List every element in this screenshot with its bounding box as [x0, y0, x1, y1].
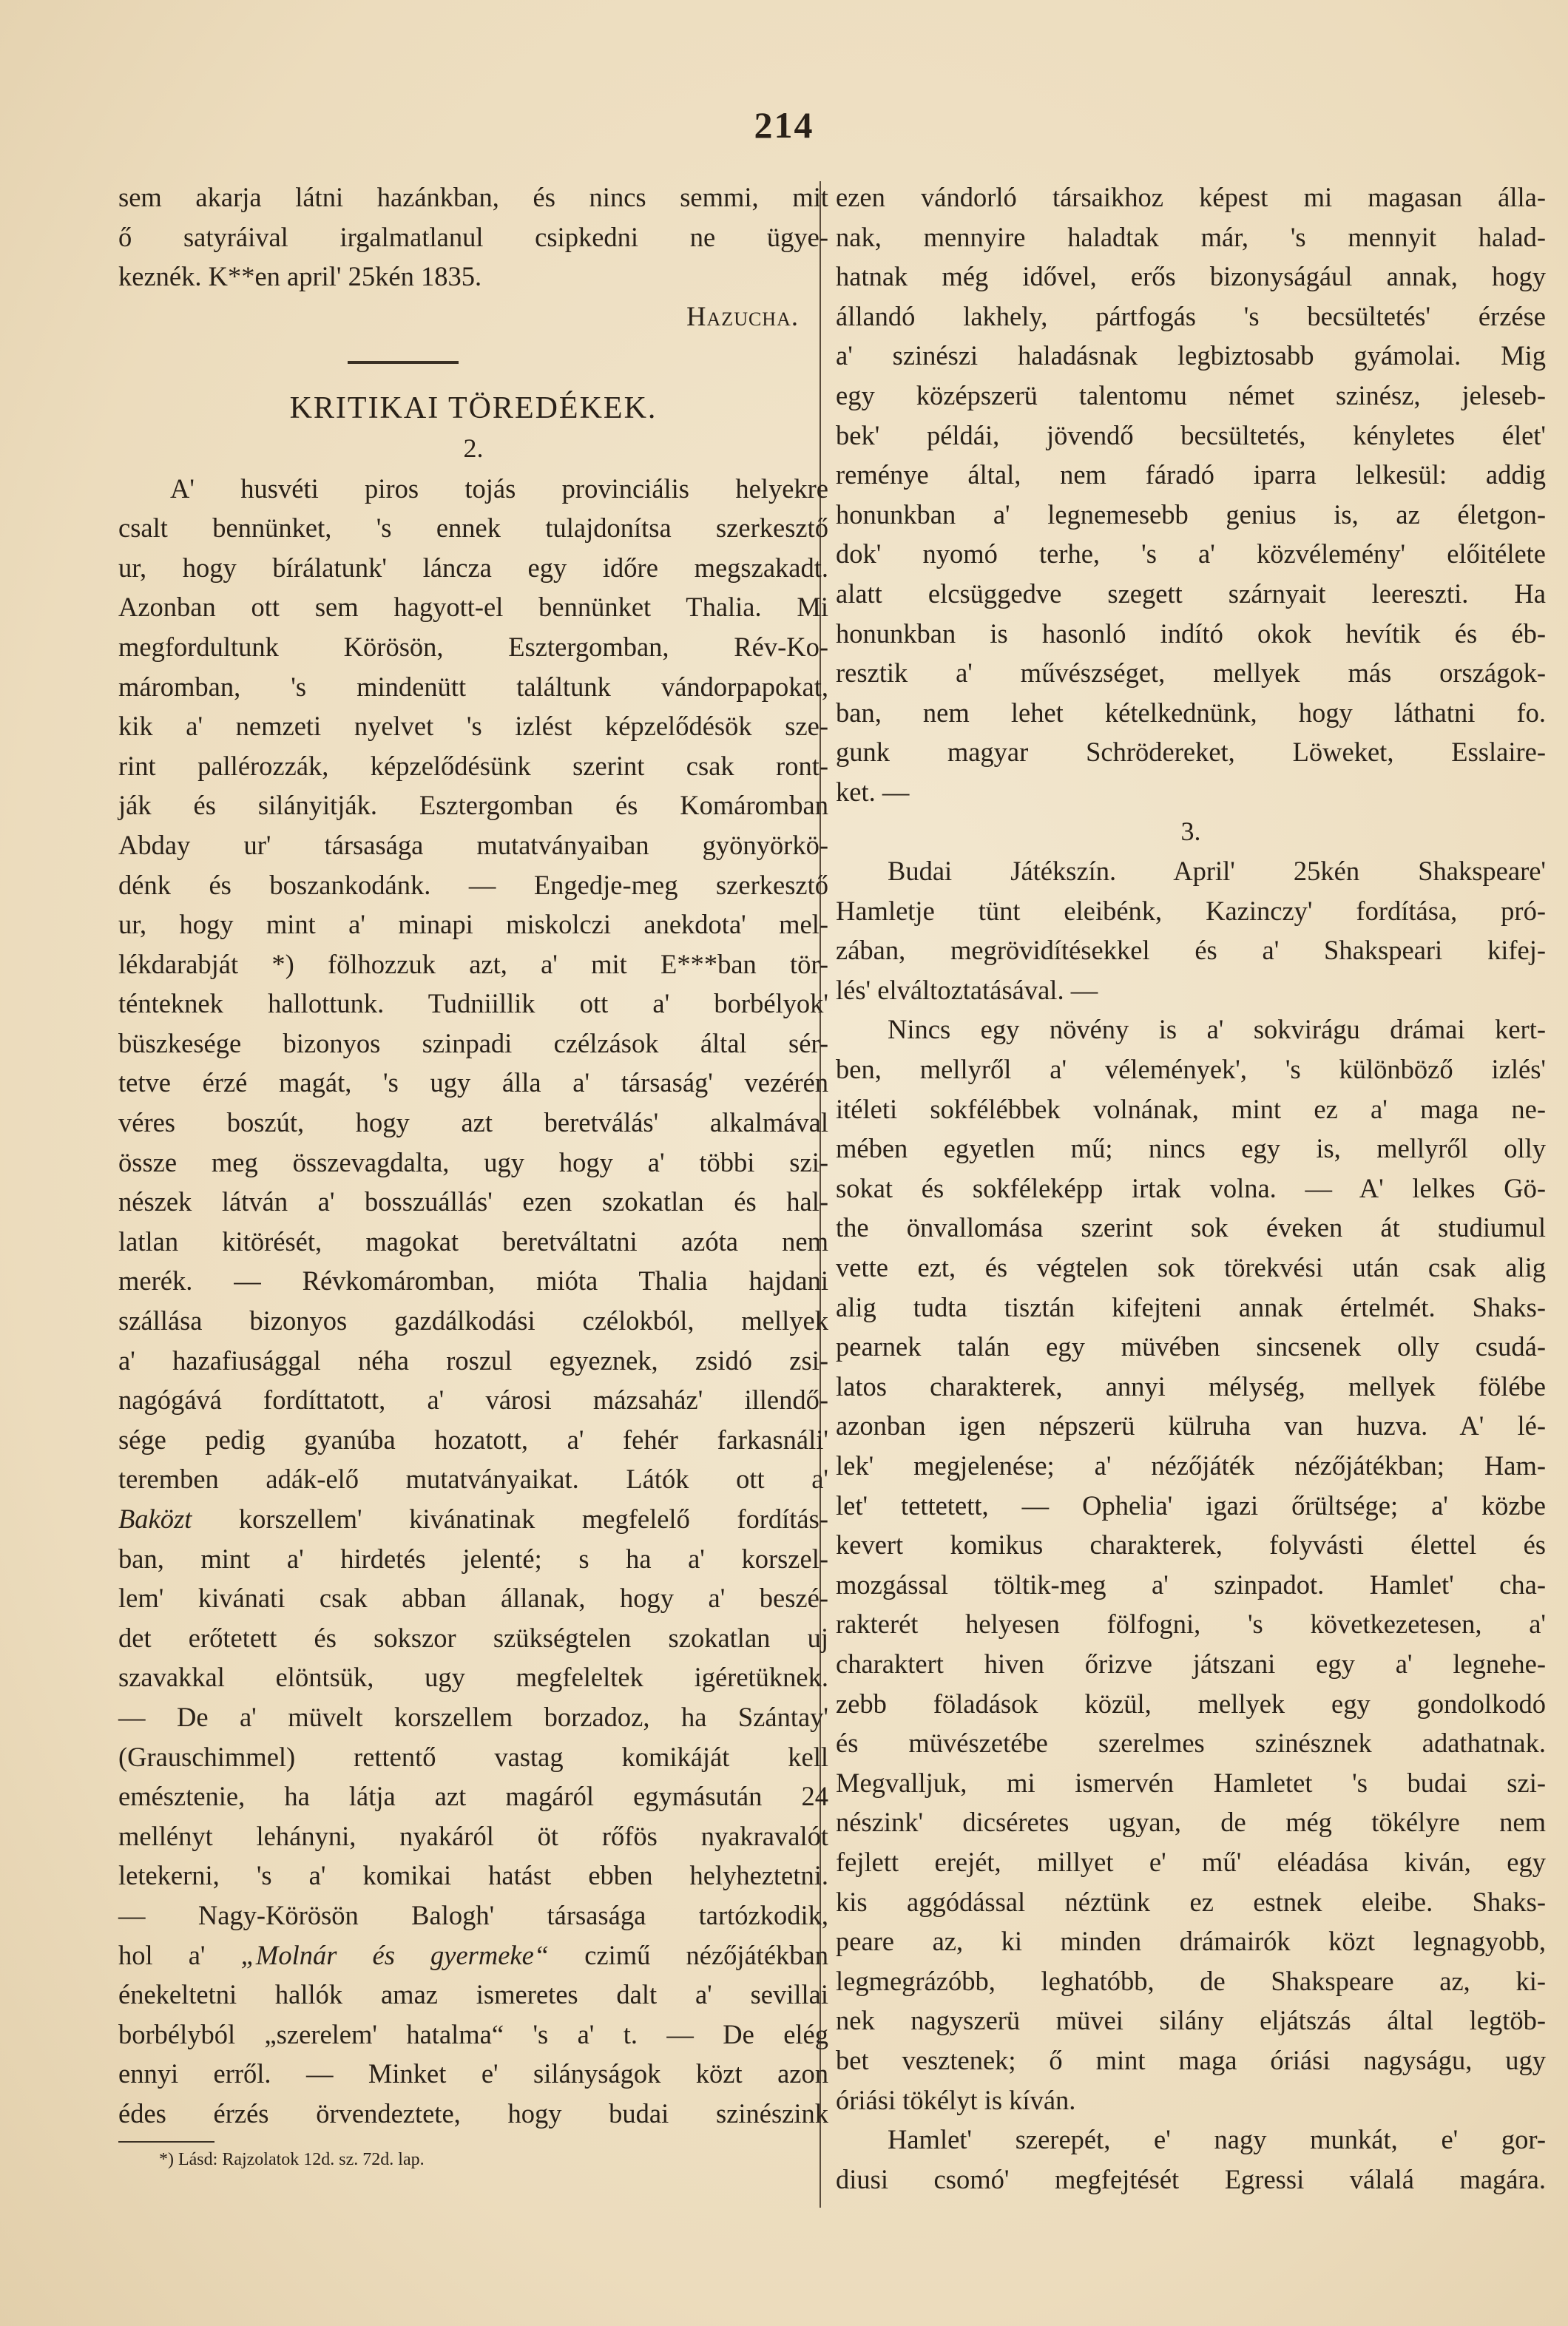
text-line: rint pallérozzák, képzelődésünk szerint csak ront-: [118, 750, 828, 781]
text-line: kik a' nemzeti nyelvet 's izlést képzelődésök sze-: [118, 711, 828, 742]
text-line: det erőtetett és sokszor szükségtelen szokatlan uj: [118, 1622, 828, 1653]
text-line: mében egyetlen mű; nincs egy is, mellyről olly: [836, 1133, 1546, 1164]
text-line: énekeltetni hallók amaz ismeretes dalt a' sevillai: [118, 1979, 828, 2010]
text-fragment: korszellem' kivánatinak megfelelő fordítás-: [192, 1504, 828, 1534]
author-signature: Hazucha.: [686, 300, 799, 331]
text-line: resztik a' művészséget, mellyek más országok-: [836, 657, 1546, 689]
text-line: ennyi erről. — Minket e' silányságok közt azon: [118, 2058, 828, 2089]
text-line: the önvallomása szerint sok éveken át studiumul: [836, 1212, 1546, 1243]
italic-word: Baközt: [118, 1504, 192, 1534]
text-line: Hamletje tünt eleibénk, Kazinczy' fordítása, pró-: [836, 895, 1546, 926]
text-line: lés' elváltoztatásával. —: [836, 974, 1098, 1005]
text-line: megfordultunk Körösön, Esztergomban, Rév-Ko-: [118, 631, 828, 662]
text-line: peare az, ki minden drámairók közt legnagyobb,: [836, 1926, 1546, 1957]
right-body: [836, 178, 1546, 812]
text-line: A' husvéti piros tojás provinciális helyekre: [170, 473, 828, 504]
text-line: alig tudta tisztán kifejteni annak értelmét. Shaks-: [836, 1291, 1546, 1322]
text-line: emésztenie, ha látja azt magáról egymásután 24: [118, 1781, 828, 1812]
text-line: óriási tökélyt is kíván.: [836, 2084, 1076, 2115]
text-line: bet vesztenek; ő mint maga óriási nagyságu, ugy: [836, 2044, 1546, 2075]
text-line: sokat és sokféleképp irtak volna. — A' lelkes Gö-: [836, 1172, 1546, 1203]
text-fragment: czimű nézőjátékban: [549, 1939, 829, 1970]
text-line: merék. — Révkomáromban, mióta Thalia hajdani: [118, 1265, 828, 1296]
section-heading: KRITIKAI TÖREDÉKEK.: [289, 391, 658, 426]
text-line: let' tettetett, — Ophelia' igazi őrültsége; a' közbe: [836, 1490, 1546, 1521]
text-line: sem akarja látni hazánkban, és nincs semmi, mit: [118, 182, 828, 212]
text-line: össze meg összevagdalta, ugy hogy a' többi szi-: [118, 1146, 828, 1177]
text-line: rakterét helyesen fölfogni, 's következetesen, a': [836, 1609, 1546, 1640]
text-line: diusi csomó' megfejtését Egressi válalá magára.: [836, 2163, 1546, 2194]
text-line: máromban, 's mindenütt találtunk vándorpapokat,: [118, 671, 828, 702]
left-body: [118, 469, 828, 1499]
text-line: honunkban a' legnemesebb genius is, az életgon-: [836, 498, 1546, 530]
text-line: Hamlet' szerepét, e' nagy munkát, e' gor-: [888, 2124, 1546, 2155]
text-line: nagógává fordíttatott, a' városi mázsaház' illendő-: [118, 1385, 828, 1416]
text-line: (Grauschimmel) rettentő vastag komikáját kell: [118, 1741, 828, 1772]
text-line: csalt bennünket, 's ennek tulajdonítsa szerkesztő: [118, 513, 828, 544]
text-line: nészek látván a' bosszuállás' ezen szokatlan és hal-: [118, 1186, 828, 1217]
text-line: Azonban ott sem hagyott-el bennünket Thalia. Mi: [118, 592, 828, 623]
text-line: legmegrázóbb, leghatóbb, de Shakspeare az, ki-: [836, 1965, 1546, 1996]
text-line: édes érzés örvendeztete, hogy budai szinészink: [118, 2097, 828, 2129]
text-line: ur, hogy mint a' minapi miskolczi anekdota' mel-: [118, 909, 828, 940]
text-line: zebb föladások közül, mellyek egy gondolkodó: [836, 1688, 1546, 1719]
section-number: 3.: [1180, 816, 1201, 846]
text-line: pearnek talán egy müvében sincsenek olly csudá-: [836, 1331, 1546, 1362]
text-line: ténteknek hallottunk. Tudniillik ott a' borbélyok': [118, 988, 828, 1019]
text-line: tetve érzé magát, 's ugy álla a' társaság' vezérén: [118, 1067, 828, 1098]
text-line: véres boszút, hogy azt beretválás' alkalmával: [118, 1107, 828, 1138]
text-line: mozgással töltik-meg a' szinpadot. Hamlet' cha-: [836, 1569, 1546, 1600]
text-line: — Nagy-Körösön Balogh' társasága tartózkodik,: [118, 1899, 828, 1930]
text-line: fejlett erejét, millyet e' mű' eléadása kiván, egy: [836, 1846, 1546, 1877]
text-line: ezen vándorló társaikhoz képest mi magasan álla-: [836, 182, 1546, 212]
text-line: ják és silányitják. Esztergomban és Komáromban: [118, 790, 828, 821]
text-line: mellényt lehányni, nyakáról öt rőfös nyakravalót: [118, 1820, 828, 1851]
text-line: dok' nyomó terhe, 's a' közvélemény' előitélete: [836, 538, 1546, 569]
text-line: zában, megrövidítésekkel és a' Shakspeari kifej-: [836, 935, 1546, 966]
right-column: [836, 178, 1546, 2199]
text-line: honunkban is hasonló indító okok hevítik és éb-: [836, 618, 1546, 649]
text-line: ő satyráival irgalmatlanul csipkedni ne ügye-: [118, 221, 828, 252]
text-line: és müvészetébe szerelmes szinésznek adathatnak.: [836, 1728, 1546, 1759]
text-line: bek' példái, jövendő becsültetés, kényletes élet': [836, 419, 1546, 450]
text-line: nak, mennyire haladtak már, 's mennyit halad-: [836, 221, 1546, 252]
text-line: egy középszerü talentomu német szinész, jeleseb-: [836, 379, 1546, 410]
text-line: [118, 1935, 828, 1975]
text-fragment: hol a': [118, 1939, 241, 1970]
page-number: 214: [754, 104, 814, 146]
text-line: lem' kivánati csak abban állanak, hogy a' beszé-: [118, 1583, 828, 1614]
italic-title: „Molnár és gyermeke“: [240, 1939, 550, 1970]
text-line: latlan kitörését, magokat beretváltatni azóta nem: [118, 1225, 828, 1257]
text-line: lékdarabját *) fölhozzuk azt, a' mit E***ban tör-: [118, 948, 828, 979]
text-line: szavakkal elöntsük, ugy megfeleltek igéretüknek.: [118, 1662, 828, 1693]
text-line: charaktert hiven őrizve játszani egy a' legnehe-: [836, 1648, 1546, 1679]
text-line: Abday ur' társasága mutatványaiban gyönyörkö-: [118, 829, 828, 860]
text-line: gunk magyar Schrödereket, Löweket, Esslaire-: [836, 737, 1546, 768]
text-line: vette ezt, és végtelen sok törekvési után csak alig: [836, 1252, 1546, 1283]
text-line: ban, mint a' hirdetés jelenté; s ha a' korszel-: [118, 1543, 828, 1574]
text-line: keznék. K**en april' 25kén 1835.: [118, 261, 482, 292]
text-line: hatnak még idővel, erős bizonyságául annak, hogy: [836, 261, 1546, 292]
text-line: ban, nem lehet kételkednünk, hogy láthatni fo.: [836, 697, 1546, 728]
text-line: a' szinészi haladásnak legbiztosabb gyámolai. Mig: [836, 340, 1546, 371]
text-line: kis aggódással néztünk ez estnek eleibe. Shaks-: [836, 1886, 1546, 1917]
text-line: büszkesége bizonyos szinpadi czélzások által sér-: [118, 1027, 828, 1058]
footnote-rule: [118, 2141, 214, 2143]
text-line: alatt elcsüggedve szegett szárnyait leereszti. Ha: [836, 578, 1546, 609]
text-line: borbélyból „szerelem' hatalma“ 's a' t. — De elég: [118, 2018, 828, 2049]
text-line: sége pedig gyanúba hozatott, a' fehér farkasnáli': [118, 1424, 828, 1455]
text-line: azonban igen népszerü külruha van huzva. A' lé-: [836, 1410, 1546, 1441]
text-line: állandó lakhely, pártfogás 's becsültetés' érzése: [836, 300, 1546, 331]
left-column: [118, 178, 828, 2172]
text-line: Budai Játékszín. April' 25kén Shakspeare': [888, 856, 1546, 887]
text-line: — De a' müvelt korszellem borzadoz, ha Szántay': [118, 1701, 828, 1732]
section-number: 2.: [463, 433, 484, 463]
right-body-2: [836, 851, 1546, 2199]
text-line: lek' megjelenése; a' nézőjáték nézőjátékban; Ham-: [836, 1450, 1546, 1481]
text-line: kevert komikus charakterek, folyvásti élettel és: [836, 1529, 1546, 1561]
separator-rule: [348, 361, 459, 364]
text-line: a' hazafiusággal néha roszul egyeznek, zsidó zsi-: [118, 1345, 828, 1376]
text-line: ben, mellyről a' vélemények', 's különböző izlés': [836, 1054, 1546, 1085]
text-line: Nincs egy növény is a' sokvirágu drámai kert-: [888, 1014, 1546, 1045]
text-line: letekerni, 's a' komikai hatást ebben helyheztetni.: [118, 1860, 828, 1891]
text-line: nészink' dicséretes ugyan, de még tökélyre nem: [836, 1807, 1546, 1838]
text-line: szállása bizonyos gazdálkodási czélokból, mellyek: [118, 1305, 828, 1336]
text-line: nek nagyszerü müvei silány eljátszás által legtöb-: [836, 2005, 1546, 2036]
left-body-2: [118, 1539, 828, 1935]
text-line: latos charakterek, annyi mélység, mellyek fölébe: [836, 1370, 1546, 1402]
text-line: ket. —: [836, 776, 910, 807]
footnote: *) Lásd: Rajzolatok 12d. sz. 72d. lap.: [159, 2149, 425, 2169]
text-line: itéleti sokfélébbek volnának, mint ez a' maga ne-: [836, 1093, 1546, 1124]
text-line: reménye által, nem fáradó iparra lelkesül: addig: [836, 459, 1546, 490]
text-line: [118, 1499, 828, 1539]
left-body-3: [118, 1975, 828, 2133]
text-line: dénk és boszankodánk. — Engedje-meg szerkesztő: [118, 869, 828, 900]
text-line: teremben adák-elő mutatványaikat. Látók ott a': [118, 1464, 828, 1495]
text-line: ur, hogy bírálatunk' láncza egy időre megszakadt.: [118, 552, 828, 583]
text-line: Megvalljuk, mi ismervén Hamletet 's budai szi-: [836, 1767, 1546, 1798]
